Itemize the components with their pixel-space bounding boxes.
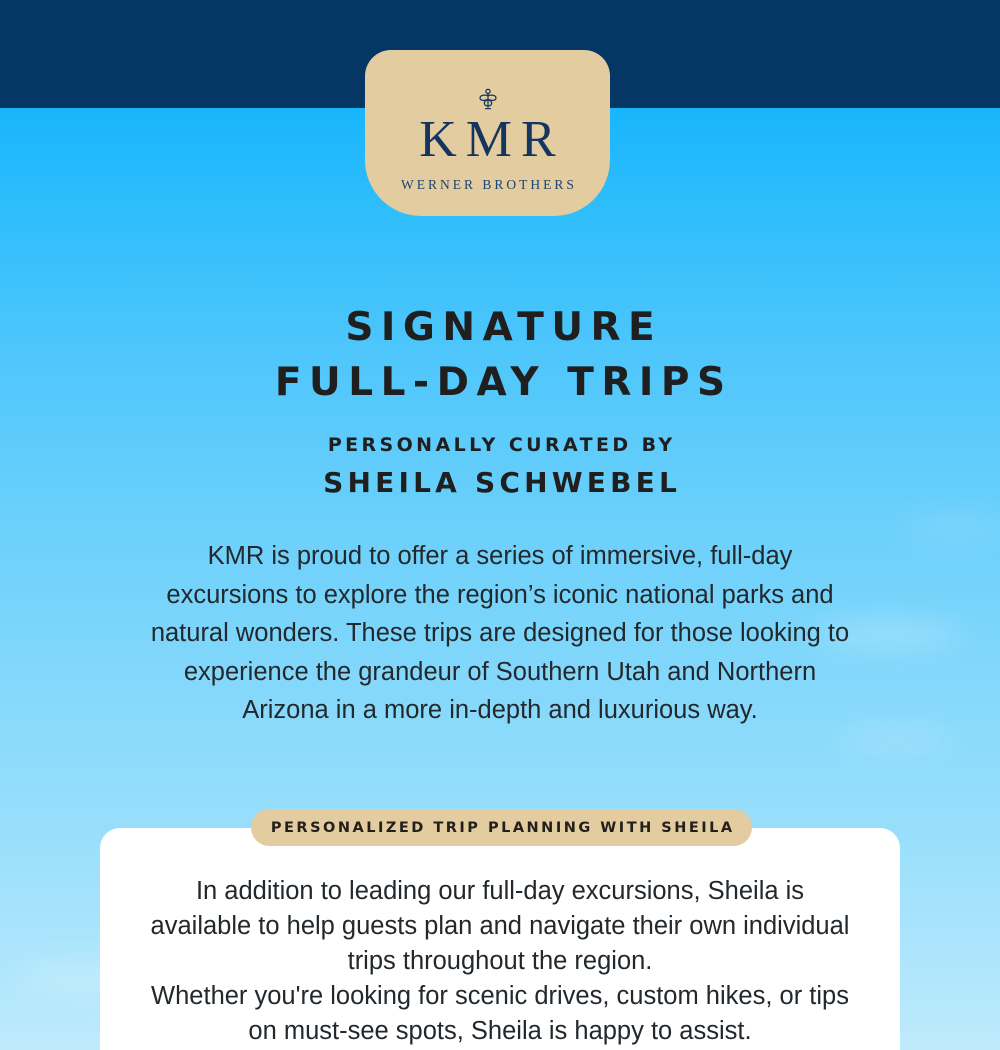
- page-title: [0, 300, 1000, 410]
- brand-logo-card[interactable]: [365, 50, 610, 216]
- brand-monogram: KMR: [419, 111, 565, 168]
- page-title-line-1: SIGNATURE: [345, 305, 663, 350]
- planning-description-line-2: Whether you're looking for scenic drives, custom hikes, or tips on must-see spots, Sheila is happy to assist.: [151, 982, 849, 1045]
- planning-card: [100, 828, 900, 1050]
- brand-name: WERNER BROTHERS: [401, 177, 577, 192]
- bee-crest-icon: [475, 88, 501, 112]
- hero-kicker: PERSONALLY CURATED BY: [327, 434, 676, 456]
- planning-description: [150, 874, 850, 1049]
- page-title-line-2: FULL-DAY TRIPS: [274, 360, 733, 405]
- curator-name: SHEILA SCHWEBEL: [323, 466, 682, 499]
- planning-badge: [251, 809, 752, 846]
- hero-section: [0, 300, 1000, 730]
- planning-description-line-1: In addition to leading our full-day excursions, Sheila is available to help guests plan and navigate their own individual trips throughout the region.: [150, 877, 850, 975]
- hero-description: KMR is proud to offer a series of immersive, full-day excursions to explore the region’s iconic national parks and natural wonders. These trips are designed for those looking to experience the grandeur of Southern Utah and Northern Arizona in a more in-depth and luxurious way.: [150, 542, 850, 724]
- planning-badge-label: PERSONALIZED TRIP PLANNING WITH SHEILA: [270, 819, 735, 836]
